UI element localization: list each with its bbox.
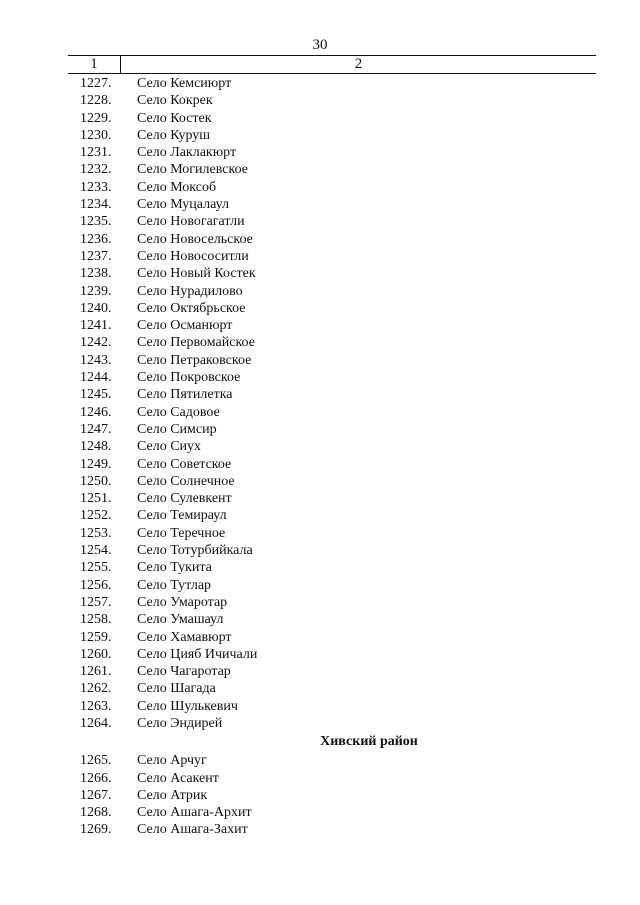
row-number: 1251. [80,491,112,507]
table-row [0,611,640,628]
table-row [0,161,640,178]
row-number: 1244. [80,370,112,386]
table-row [0,594,640,611]
table-row [0,404,640,421]
page-number: 30 [312,37,328,53]
column-header-number: 1 [90,56,98,72]
row-number: 1233. [80,179,112,195]
table-row [0,804,640,821]
row-number: 1257. [80,594,112,610]
row-settlement-name: Село Первомайское [137,335,255,351]
row-number: 1243. [80,352,112,368]
row-settlement-name: Село Моксоб [137,179,217,195]
table-row [0,127,640,144]
row-settlement-name: Село Новососитли [137,248,249,264]
row-number: 1231. [80,145,112,161]
table-row [0,144,640,161]
table-row [0,265,640,282]
table-row [0,421,640,438]
row-settlement-name: Село Ашага-Архит [137,805,252,821]
row-settlement-name: Село Кокрек [137,93,213,109]
row-settlement-name: Село Цияб Ичичали [137,646,258,662]
row-settlement-name: Село Сиух [137,439,202,455]
row-settlement-name: Село Теречное [137,525,226,541]
table-row [0,821,640,838]
row-number: 1265. [80,753,112,769]
row-number: 1256. [80,577,112,593]
row-settlement-name: Село Солнечное [137,473,235,489]
row-number: 1242. [80,335,112,351]
row-number: 1259. [80,629,112,645]
table-row [0,770,640,787]
row-settlement-name: Село Атрик [137,787,208,803]
table-row [0,715,640,732]
row-settlement-name: Село Пятилетка [137,387,233,403]
row-settlement-name: Село Шагада [137,681,216,697]
table-row [0,577,640,594]
row-number: 1232. [80,162,112,178]
row-number: 1247. [80,421,112,437]
table-row [0,698,640,715]
table-row [0,646,640,663]
table-row [0,92,640,109]
row-number: 1249. [80,456,112,472]
row-settlement-name: Село Чагаротар [137,664,231,680]
table-row [0,248,640,265]
table-row [0,196,640,213]
table-row [0,317,640,334]
row-number: 1267. [80,787,112,803]
row-number: 1268. [80,805,112,821]
table-row [0,542,640,559]
row-settlement-name: Село Кемсиюрт [137,76,232,91]
row-settlement-name: Село Ашага-Захит [137,822,248,838]
row-settlement-name: Село Тукита [137,560,212,576]
row-number: 1248. [80,439,112,455]
row-settlement-name: Село Асакент [137,770,219,786]
row-number: 1230. [80,127,112,143]
table-row [0,507,640,524]
row-settlement-name: Село Умашаул [137,612,224,628]
row-number: 1262. [80,681,112,697]
table-row [0,663,640,680]
table-row [0,369,640,386]
table-row [0,75,640,92]
row-number: 1252. [80,508,112,524]
district-section-title: Хивский район [320,734,418,750]
row-settlement-name: Село Нурадилово [137,283,243,299]
row-number: 1241. [80,318,112,334]
row-settlement-name: Село Куруш [137,127,211,143]
row-settlement-name: Село Тотурбийкала [137,543,253,559]
row-number: 1264. [80,715,112,731]
row-settlement-name: Село Османюрт [137,318,233,334]
table-row [0,213,640,230]
row-number: 1227. [80,76,112,91]
row-settlement-name: Село Костек [137,110,212,126]
row-settlement-name: Село Октябрьское [137,300,246,316]
row-number: 1255. [80,560,112,576]
row-settlement-name: Село Могилевское [137,162,248,178]
table-header-bottom-rule [68,73,596,74]
row-number: 1258. [80,612,112,628]
table-row [0,525,640,542]
column-header-name: 2 [354,56,363,72]
table-row [0,629,640,646]
row-settlement-name: Село Шулькевич [137,698,238,714]
table-row [0,680,640,697]
settlement-list [0,75,640,839]
row-settlement-name: Село Советское [137,456,232,472]
row-number: 1235. [80,214,112,230]
row-number: 1266. [80,770,112,786]
table-row [0,231,640,248]
table-row [0,559,640,576]
row-settlement-name: Село Муцалаул [137,197,229,213]
table-row [0,456,640,473]
table-row [0,110,640,127]
table-row [0,386,640,403]
row-settlement-name: Село Темираул [137,508,227,524]
row-number: 1237. [80,248,112,264]
table-row [0,438,640,455]
row-number: 1239. [80,283,112,299]
table-row [0,787,640,804]
table-row [0,334,640,351]
row-settlement-name: Село Хамавюрт [137,629,232,645]
row-number: 1246. [80,404,112,420]
row-number: 1253. [80,525,112,541]
row-settlement-name: Село Тутлар [137,577,212,593]
row-settlement-name: Село Арчуг [137,753,207,769]
row-number: 1263. [80,698,112,714]
row-number: 1254. [80,543,112,559]
row-number: 1234. [80,197,112,213]
row-settlement-name: Село Покровское [137,370,241,386]
row-settlement-name: Село Садовое [137,404,220,420]
row-settlement-name: Село Новогагатли [137,214,245,230]
row-settlement-name: Село Новый Костек [137,266,256,282]
row-settlement-name: Село Петраковское [137,352,252,368]
table-row [0,352,640,369]
row-number: 1238. [80,266,112,282]
row-settlement-name: Село Лаклакюрт [137,145,237,161]
row-number: 1261. [80,664,112,680]
table-row [0,752,640,769]
table-row [0,283,640,300]
row-number: 1269. [80,822,112,838]
row-settlement-name: Село Умаротар [137,594,228,610]
row-number: 1260. [80,646,112,662]
row-settlement-name: Село Эндирей [137,715,223,731]
row-number: 1228. [80,93,112,109]
row-number: 1229. [80,110,112,126]
table-row [0,300,640,317]
row-number: 1250. [80,473,112,489]
row-settlement-name: Село Симсир [137,421,217,437]
row-number: 1240. [80,300,112,316]
table-row [0,179,640,196]
row-settlement-name: Село Сулевкент [137,491,232,507]
row-number: 1236. [80,231,112,247]
row-settlement-name: Село Новосельское [137,231,253,247]
row-number: 1245. [80,387,112,403]
table-row [0,473,640,490]
table-row [0,490,640,507]
